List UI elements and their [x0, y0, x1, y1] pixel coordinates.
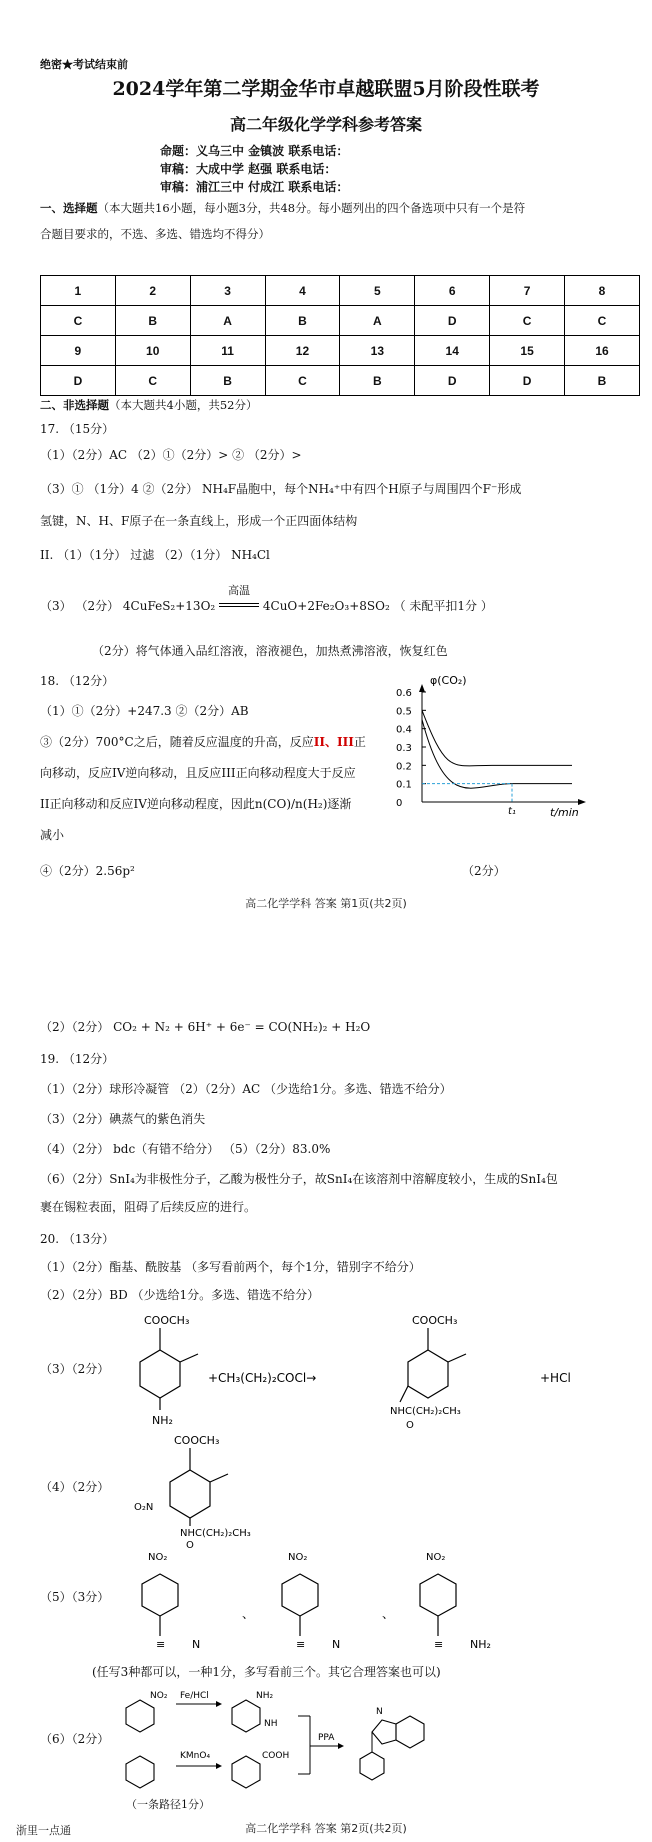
benzene-ring-icon [126, 1700, 154, 1732]
q20-5-isomers [120, 1548, 540, 1656]
isomer-2 [282, 1552, 340, 1651]
alkyne-label: ≡ [156, 1638, 166, 1651]
footer-page1: 高二化学学科 答案 第1页(共2页) [245, 897, 407, 910]
table-cell: C [265, 366, 340, 396]
imidazole-ring-icon [372, 1720, 396, 1744]
chart-ytick-label: 0.5 [396, 706, 412, 718]
n-label: N [376, 1707, 383, 1717]
q20-6-route [120, 1686, 450, 1796]
page-title: 2024学年第二学期金华市卓越联盟5月阶段性联考 [112, 78, 540, 100]
chart-ylabel: φ(CO₂) [430, 674, 467, 687]
table-cell: C [41, 306, 116, 336]
q17-line5 [40, 584, 493, 614]
footer-page2: 高二化学学科 答案 第2页(共2页) [245, 1822, 407, 1835]
chart-xlabel: t/min [550, 806, 579, 819]
table-cell: C [115, 366, 190, 396]
table-cell: 6 [415, 276, 490, 306]
q20-line5-note: (任写3种都可以，一种1分，多写看前三个。其它合理答案也可以) [92, 1665, 441, 1679]
q18-line6-score: （2分） [462, 864, 506, 878]
section1-title: 一、选择题 [40, 201, 98, 215]
methyl-bond [448, 1354, 466, 1362]
cooch3-label: COOCH₃ [412, 1314, 458, 1327]
q17-line3: 氢键，N、H、F原子在一条直线上，形成一个正四面体结构 [40, 514, 358, 528]
q17-eq-right: 4CuO+2Fe₂O₃+8SO₂ （ 未配平扣1分 ） [262, 599, 493, 613]
benzene-ring-icon [232, 1756, 260, 1788]
q18-line3: 向移动，反应IV逆向移动，且反应III正向移动程度大于反应 [40, 766, 356, 780]
q18-line2-highlight: II、III [313, 735, 354, 749]
q17-eq-condition: 高温 [228, 584, 251, 597]
page-subtitle: 高二年级化学学科参考答案 [229, 115, 422, 134]
q20-line5-label: （5）（3分） [40, 1590, 110, 1604]
table-cell: 12 [265, 336, 340, 366]
chart-series-curve-1 [422, 710, 572, 766]
no2-label: NO₂ [426, 1552, 446, 1563]
table-cell: C [565, 306, 640, 336]
q17-line2: （3）① （1分）4 ②（2分） NH₄F晶胞中，每个NH₄⁺中有四个H原子与周围四个F⁻形成 [40, 482, 522, 496]
nh2-label: NH₂ [152, 1414, 173, 1427]
table-cell: 4 [265, 276, 340, 306]
q20-3-reagent: +CH₃(CH₂)₂COCl→ [208, 1371, 317, 1385]
table-row [41, 336, 640, 366]
table-cell: D [415, 366, 490, 396]
q18-2-equation: （2）（2分） CO₂ + N₂ + 6H⁺ + 6e⁻ = CO(NH₂)₂ + H₂O [40, 1020, 371, 1034]
section1-desc: （本大题共16小题，每小题3分，共48分。每小题列出的四个备选项中只有一个是符 [97, 201, 526, 215]
chart-ytick-label: 0.3 [396, 743, 412, 754]
q17-eq-left: （3） （2分） 4CuFeS₂+13O₂ [40, 599, 216, 613]
separator: 、 [382, 1607, 395, 1621]
table-cell: 9 [41, 336, 116, 366]
no2-label: NO₂ [148, 1552, 168, 1563]
chart-ytick-label: 0.2 [396, 761, 412, 773]
isomer-1 [142, 1552, 200, 1651]
hcl-label: +HCl [540, 1371, 571, 1385]
chart-ytick-label: 0.1 [396, 779, 412, 791]
benzene-ring-icon [232, 1700, 260, 1732]
table-cell: 13 [340, 336, 415, 366]
n-label: N [192, 1638, 201, 1651]
table-cell: 14 [415, 336, 490, 366]
fehcl-label: Fe/HCl [180, 1691, 209, 1701]
table-cell: 7 [490, 276, 565, 306]
alkyne-label: ≡ [296, 1638, 306, 1651]
q18-line1: （1）①（2分）+247.3 ②（2分）AB [40, 704, 249, 718]
benzene-ring-icon [142, 1574, 178, 1616]
section2-desc: （本大题共4小题，共52分） [109, 398, 258, 412]
benzene-ring-icon [140, 1350, 180, 1398]
alkyne-label: ≡ [434, 1638, 444, 1651]
table-cell: 10 [115, 336, 190, 366]
arrow-right-icon [216, 1763, 222, 1769]
table-cell: 11 [190, 336, 265, 366]
answer-table [40, 275, 640, 396]
chart-series-curve-2 [422, 720, 572, 789]
table-cell: 16 [565, 336, 640, 366]
table-cell: 15 [490, 336, 565, 366]
q19-line1: （1）（2分）球形冷凝管 （2）（2分）AC （少选给1分。多选、错选不给分） [40, 1082, 452, 1096]
q20-line6-label: （6）（2分） [40, 1732, 110, 1746]
separator: 、 [242, 1607, 255, 1621]
q19-line4: （6）（2分）SnI₄为非极性分子，乙酸为极性分子，故SnI₄在该溶剂中溶解度较小，生成的SnI₄包 [40, 1172, 558, 1186]
table-cell: B [115, 306, 190, 336]
table-row [41, 276, 640, 306]
q20-line1: （1）（2分）酯基、酰胺基 （多写看前两个，每个1分，错别字不给分） [40, 1260, 421, 1274]
cooch3-label: COOCH₃ [174, 1434, 220, 1447]
carbonyl-o-label: O [186, 1540, 194, 1550]
no2-label: NO₂ [150, 1691, 168, 1701]
section2-heading [40, 397, 257, 413]
section2-title: 二、非选择题 [40, 398, 109, 412]
table-cell: D [41, 366, 116, 396]
table-cell: C [490, 306, 565, 336]
q18-line2-b: 正 [353, 735, 366, 749]
q18-line4: II正向移动和反应IV逆向移动程度，因此n(CO)/n(H₂)逐渐 [40, 797, 352, 811]
q18-line2 [40, 733, 366, 750]
table-cell: 1 [41, 276, 116, 306]
author-line-1: 命题：义乌三中 金镇波 联系电话： [160, 144, 349, 158]
x-axis-arrow-icon [578, 799, 586, 805]
n-label: N [332, 1638, 341, 1651]
q19-head: 19. （12分） [40, 1052, 115, 1066]
methyl-bond [210, 1474, 228, 1482]
secret-label: 绝密★考试结束前 [40, 58, 128, 71]
q20-line3-label: （3）（2分） [40, 1362, 110, 1376]
q17-line4: II. （1）（1分） 过滤 （2）（1分） NH₄Cl [40, 548, 270, 562]
table-cell: A [340, 306, 415, 336]
table-cell: B [190, 366, 265, 396]
phi-co2-chart [392, 670, 592, 820]
bond-line [400, 1386, 408, 1402]
q19-line3: （4）（2分） bdc（有错不给分） （5）（2分）83.0% [40, 1142, 331, 1156]
chart-ytick-label: 0.6 [396, 688, 412, 699]
benzene-ring-icon [420, 1574, 456, 1616]
chart-ytick-label: 0 [396, 798, 403, 809]
nh-label: NH [264, 1719, 278, 1729]
q20-head: 20. （13分） [40, 1232, 115, 1246]
q17-line6: （2分）将气体通入品红溶液，溶液褪色，加热煮沸溶液，恢复红色 [92, 644, 448, 658]
q17-eq-arrow [219, 584, 259, 607]
carbonyl-o-label: O [406, 1420, 414, 1430]
q19-line2: （3）（2分）碘蒸气的紫色消失 [40, 1112, 206, 1126]
table-cell: A [190, 306, 265, 336]
table-row [41, 306, 640, 336]
kmno4-label: KMnO₄ [180, 1751, 211, 1761]
arrow-right-icon [338, 1743, 344, 1749]
amide-label: NHC(CH₂)₂CH₃ [180, 1528, 251, 1539]
chart-ytick-label: 0.4 [396, 724, 412, 736]
benzene-ring-icon [126, 1756, 154, 1788]
q20-line6-note: （一条路径1分） [126, 1798, 210, 1811]
table-cell: B [565, 366, 640, 396]
benzene-ring-icon [396, 1716, 424, 1748]
table-row [41, 366, 640, 396]
table-cell: 5 [340, 276, 415, 306]
table-cell: D [415, 306, 490, 336]
section1-heading [40, 200, 525, 216]
no2-label: NO₂ [288, 1552, 308, 1563]
o2n-label: O₂N [134, 1502, 154, 1513]
author-line-3: 审稿：浦江三中 付成江 联系电话： [160, 180, 349, 194]
section1-desc2: 合题目要求的，不选、多选、错选均不得分） [40, 227, 270, 241]
table-cell: 8 [565, 276, 640, 306]
benzene-ring-icon [170, 1470, 210, 1518]
methyl-bond [180, 1354, 198, 1362]
q19-line5: 裹在锡粒表面，阻碍了后续反应的进行。 [40, 1200, 257, 1214]
table-cell: 2 [115, 276, 190, 306]
q20-3-reaction [120, 1310, 600, 1430]
amide-label: NHC(CH₂)₂CH₃ [390, 1406, 461, 1417]
ppa-label: PPA [318, 1733, 335, 1743]
nh2-label: NH₂ [256, 1691, 274, 1701]
isomer-3 [420, 1552, 491, 1651]
q18-line6: ④（2分）2.56p² [40, 864, 135, 878]
table-cell: B [340, 366, 415, 396]
benzene-ring-icon [282, 1574, 318, 1616]
q18-line5: 减小 [40, 828, 65, 842]
benzene-ring-icon [360, 1752, 384, 1780]
table-cell: D [490, 366, 565, 396]
table-cell: B [265, 306, 340, 336]
q20-line4-label: （4）（2分） [40, 1480, 110, 1494]
author-line-2: 审稿：大成中学 赵强 联系电话： [160, 162, 337, 176]
q18-line2-a: ③（2分）700°C之后，随着反应温度的升高，反应 [40, 735, 314, 749]
y-axis-arrow-icon [419, 684, 425, 692]
watermark: 浙里一点通 [16, 1824, 71, 1837]
cooch3-label: COOCH₃ [144, 1314, 190, 1327]
table-cell: 3 [190, 276, 265, 306]
q20-4-structure [120, 1430, 300, 1550]
q17-head: 17. （15分） [40, 422, 115, 436]
q18-head: 18. （12分） [40, 674, 115, 688]
q20-line2: （2）（2分）BD （少选给1分。多选、错选不给分） [40, 1288, 320, 1302]
cooh-label: COOH [262, 1751, 290, 1761]
benzene-ring-icon [408, 1350, 448, 1398]
chart-xtick-t1: t₁ [508, 806, 516, 817]
arrow-right-icon [216, 1701, 222, 1707]
equals-sign-icon [219, 603, 259, 607]
q17-line1: （1）（2分）AC （2）①（2分）> ② （2分）> [40, 448, 302, 462]
nh2-label: NH₂ [470, 1638, 491, 1651]
